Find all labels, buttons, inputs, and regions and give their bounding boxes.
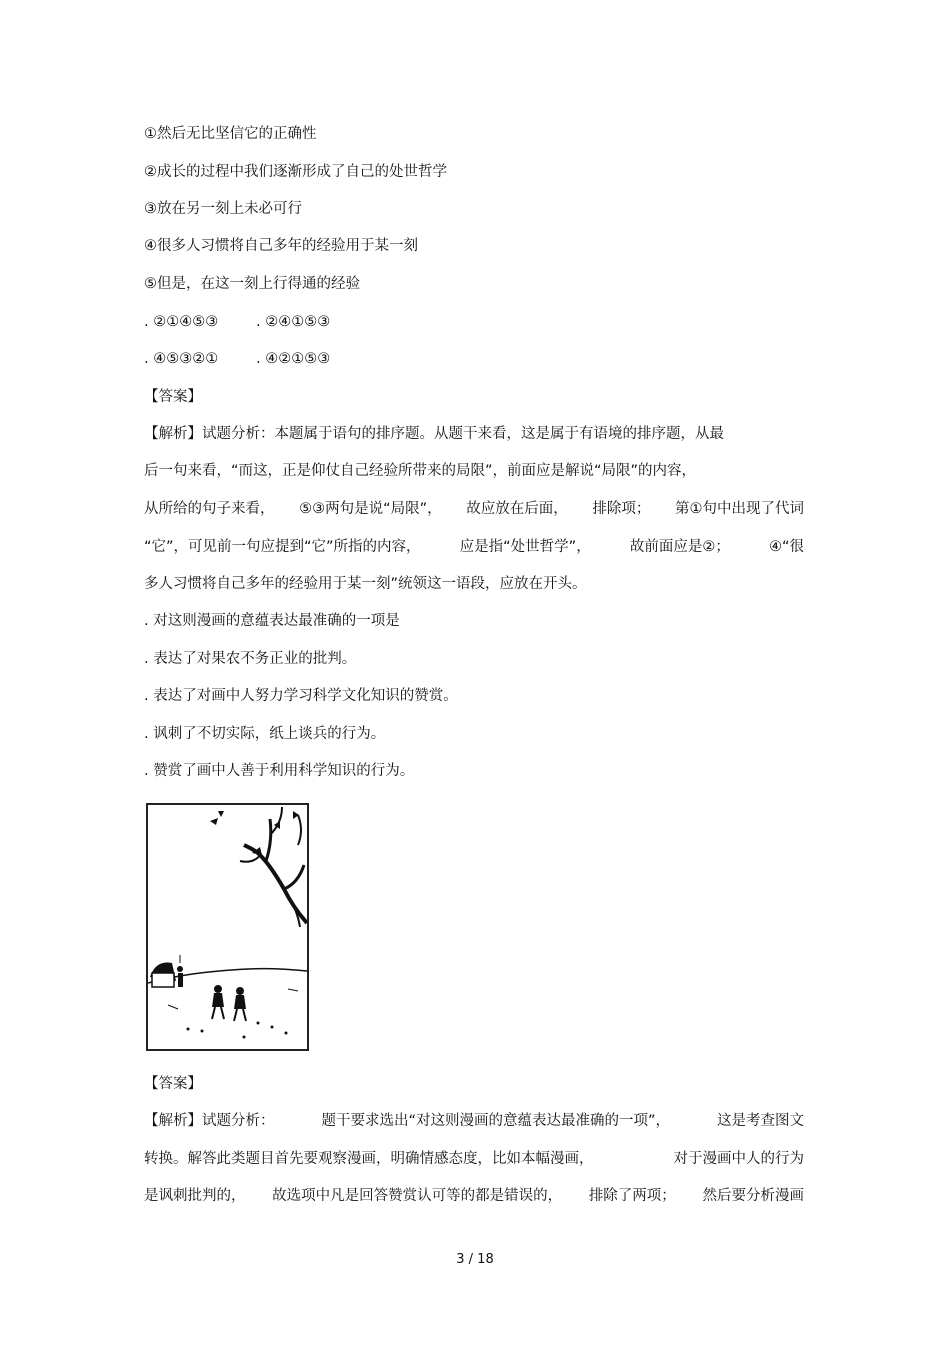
analysis-2-line-3 bbox=[144, 1186, 804, 1206]
analysis-2-line-2-seg: 转换。解答此类题目首先要观察漫画，明确情感态度，比如本幅漫画， bbox=[144, 1151, 594, 1167]
option-q1-b: . ②④①⑤③ bbox=[256, 314, 331, 330]
option-q1-a: . ②①④⑤③ bbox=[144, 314, 219, 330]
sentence-4: ④很多人习惯将自己多年的经验用于某一刻 bbox=[144, 238, 418, 254]
analysis-2-line-3-seg: 排除了两项； bbox=[588, 1188, 676, 1204]
analysis-1-line-3-seg: 故应放在后面， bbox=[466, 501, 568, 517]
answer-label-2: 【答案】 bbox=[144, 1076, 202, 1092]
cartoon-illustration bbox=[146, 803, 309, 1051]
analysis-1-line-4-seg: “它”，可见前一句应提到“它”所指的内容， bbox=[144, 539, 421, 555]
sentence-2: ②成长的过程中我们逐渐形成了自己的处世哲学 bbox=[144, 164, 447, 180]
option-q2-a: . 表达了对果农不务正业的批判。 bbox=[144, 651, 357, 667]
analysis-2-line-1-seg: 题干要求选出“对这则漫画的意蕴表达最准确的一项”， bbox=[321, 1113, 671, 1129]
option-q2-b: . 表达了对画中人努力学习科学文化知识的赞赏。 bbox=[144, 688, 458, 704]
analysis-1-line-3 bbox=[144, 499, 804, 519]
cartoon-drawing bbox=[148, 805, 307, 1049]
analysis-1-line-4-seg: 故前面应是②； bbox=[629, 539, 730, 555]
analysis-2-line-3-seg: 故选项中凡是回答赞赏认可等的都是错误的， bbox=[272, 1188, 563, 1204]
analysis-2-line-2 bbox=[144, 1149, 804, 1169]
analysis-2-line-1-seg: 这是考查图文 bbox=[717, 1113, 804, 1129]
sentence-3: ③放在另一刻上未必可行 bbox=[144, 201, 302, 217]
analysis-2-line-1-seg: 【解析】试题分析： bbox=[144, 1113, 275, 1129]
option-q2-c: . 讽刺了不切实际，纸上谈兵的行为。 bbox=[144, 726, 386, 742]
analysis-2-line-3-seg: 是讽刺批判的， bbox=[144, 1188, 246, 1204]
option-q1-c: . ④⑤③②① bbox=[144, 351, 219, 367]
analysis-1-line-2: 后一句来看，“而这，正是仰仗自己经验所带来的局限”，前面应是解说“局限”的内容， bbox=[144, 463, 697, 479]
option-q2-d: . 赞赏了画中人善于利用科学知识的行为。 bbox=[144, 763, 415, 779]
option-q1-d: . ④②①⑤③ bbox=[256, 351, 331, 367]
analysis-1-line-3-seg: 排除项； bbox=[592, 501, 651, 517]
question-2: . 对这则漫画的意蕴表达最准确的一项是 bbox=[144, 613, 400, 629]
answer-label-1: 【答案】 bbox=[144, 389, 202, 405]
analysis-1-line-4 bbox=[144, 537, 804, 557]
analysis-2-line-2-seg: 对于漫画中人的行为 bbox=[673, 1151, 804, 1167]
analysis-1-line-4-seg: ④“很 bbox=[768, 539, 804, 555]
sentence-1: ①然后无比坚信它的正确性 bbox=[144, 126, 317, 142]
sentence-5: ⑤但是，在这一刻上行得通的经验 bbox=[144, 276, 360, 292]
analysis-2-line-1 bbox=[144, 1111, 804, 1131]
analysis-1-line-4-seg: 应是指“处世哲学”， bbox=[459, 539, 591, 555]
page-number: 3 / 18 bbox=[456, 1252, 494, 1267]
analysis-1-line-3-seg: 从所给的句子来看， bbox=[144, 501, 275, 517]
analysis-1-line-5: 多人习惯将自己多年的经验用于某一刻”统领这一语段，应放在开头。 bbox=[144, 576, 587, 592]
analysis-2-line-3-seg: 然后要分析漫画 bbox=[702, 1188, 804, 1204]
analysis-1-line-1: 【解析】试题分析：本题属于语句的排序题。从题干来看，这是属于有语境的排序题，从最 bbox=[144, 426, 724, 442]
analysis-1-line-3-seg: ⑤③两句是说“局限”， bbox=[299, 501, 442, 517]
analysis-1-line-3-seg: 第①句中出现了代词 bbox=[674, 501, 804, 517]
